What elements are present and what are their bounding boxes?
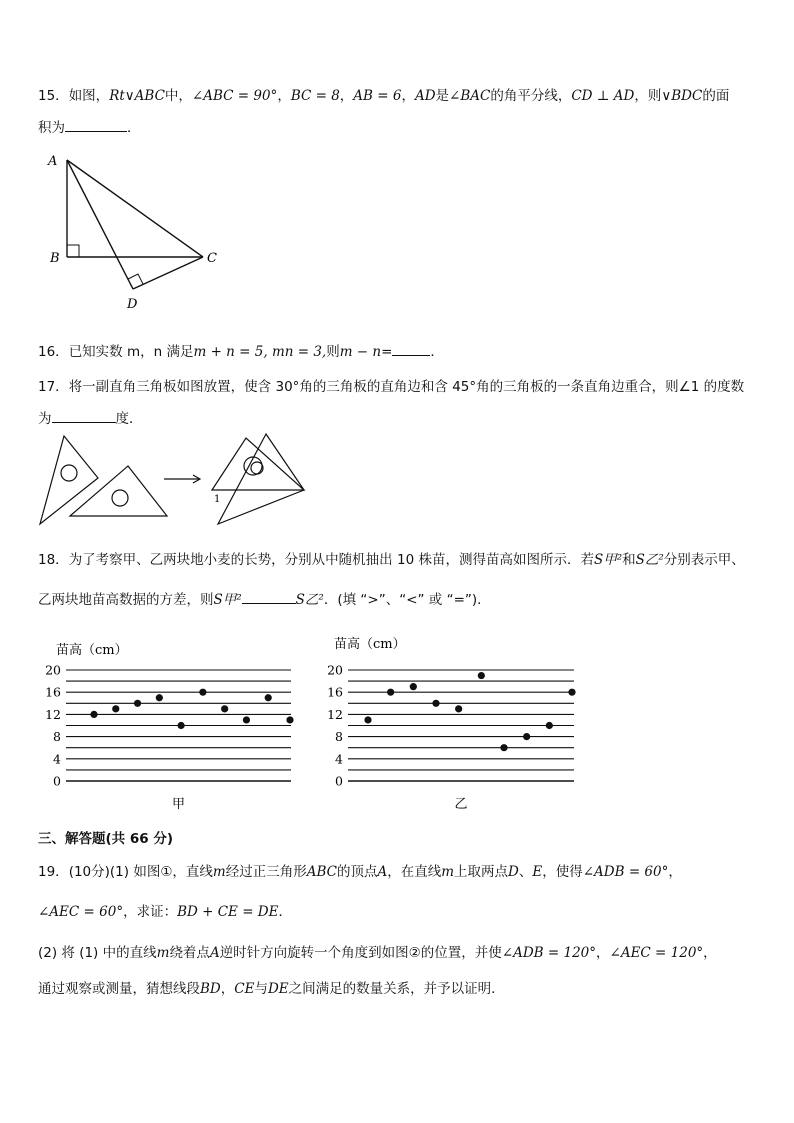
q15-angle: ∠BAC xyxy=(449,88,491,104)
variance-yi: S乙² xyxy=(295,592,324,608)
q18-text: ．(填 “>”、“<” 或 “=”)． xyxy=(323,592,491,608)
q19-text: 与 xyxy=(254,981,268,997)
label-c: C xyxy=(207,251,217,266)
q19-text: 之间满足的数量关系，并予以证明． xyxy=(288,981,505,997)
q15-perp: CD ⊥ AD xyxy=(571,88,635,104)
variance-jia: S甲² xyxy=(213,592,242,608)
q15-number: 15． xyxy=(38,88,69,104)
q19-point: A xyxy=(377,864,388,880)
q19-line-3 xyxy=(38,941,717,961)
variance-yi: S乙² xyxy=(635,552,664,568)
right-angle-b xyxy=(67,245,79,257)
q15-text: ，则 xyxy=(634,88,662,104)
section-title: 三、解答题(共 66 分) xyxy=(38,831,174,847)
chart-yi-point xyxy=(478,672,485,679)
set-square-30 xyxy=(40,436,98,524)
q15-text: 的角平分线， xyxy=(490,88,572,104)
q17-figure xyxy=(36,430,316,530)
q19-point: E xyxy=(532,864,543,880)
q19-text: ， xyxy=(703,945,717,961)
q15-line-1 xyxy=(38,84,729,104)
set-square-45 xyxy=(70,466,167,516)
q18-line-1 xyxy=(38,548,745,568)
q15-sep: ， xyxy=(339,88,354,104)
q15-condition: BC = 8 xyxy=(290,88,340,104)
q18-line-2 xyxy=(38,588,491,608)
chart-yi-point xyxy=(364,716,371,723)
q18-text: 分别表示甲、 xyxy=(663,552,745,568)
chart-jia-point xyxy=(178,722,185,729)
chart-yi-ytick-label: 12 xyxy=(327,706,343,722)
segment-dc xyxy=(133,257,203,289)
chart-yi-ytick-label: 16 xyxy=(327,684,343,700)
chart-jia-ytick-label: 4 xyxy=(53,751,61,767)
label-b: B xyxy=(50,251,60,266)
chart-yi-xlabel: 乙 xyxy=(454,797,468,812)
q17-text: 度． xyxy=(115,411,143,427)
chart-jia-point xyxy=(156,694,163,701)
chart-yi-point xyxy=(410,683,417,690)
chart-yi-point xyxy=(432,700,439,707)
q17-text: 将一副直角三角板如图放置，使含 30°角的三角板的直角边和含 45°角的三角板的一条直角边重合，则∠1 的度数 xyxy=(68,379,745,395)
segment-ac xyxy=(67,160,203,257)
chart-jia-title: 苗高（cm） xyxy=(56,643,128,658)
chart-yi-ytick-label: 8 xyxy=(335,729,343,745)
q19-point: A xyxy=(209,945,220,961)
segment-ad xyxy=(67,160,133,289)
answer-blank[interactable] xyxy=(65,119,127,132)
q15-line-2 xyxy=(38,116,141,136)
chart-jia-ytick-label: 0 xyxy=(53,773,61,789)
q19-text: ． xyxy=(278,904,292,920)
q19-triangle: ABC xyxy=(306,864,337,880)
chart-yi-point xyxy=(387,689,394,696)
q19-text: ，使得 xyxy=(542,864,583,880)
q19-text: 上取两点 xyxy=(454,864,509,880)
q15-text: ． xyxy=(127,120,141,136)
chart-jia-point xyxy=(134,700,141,707)
chart-yi-point xyxy=(455,705,462,712)
chart-jia-ytick-label: 12 xyxy=(45,706,61,722)
chart-yi-point xyxy=(523,733,530,740)
q18-text: 和 xyxy=(622,552,636,568)
q15-text: 的面 xyxy=(702,88,730,104)
q15-condition: AB = 6 xyxy=(353,88,402,104)
q19-angle: ∠ADB = 120° xyxy=(501,945,597,961)
q18-text: 为了考察甲、乙两块地小麦的长势，分别从中随机抽出 10 株苗，测得苗高如图所示．若 xyxy=(68,552,594,568)
chart-yi xyxy=(310,630,590,821)
q19-segment: BD xyxy=(200,981,221,997)
chart-yi-point xyxy=(546,722,553,729)
q15-text: 中， xyxy=(164,88,192,104)
q19-line-m: m xyxy=(441,864,455,880)
q17-line-1 xyxy=(38,375,744,395)
q17-number: 17． xyxy=(38,379,69,395)
q19-line-4 xyxy=(38,977,505,997)
q16-text: 已知实数 m，n 满足 xyxy=(68,344,194,360)
q19-equation: BD + CE = DE xyxy=(177,904,279,920)
q19-text: ， xyxy=(668,864,682,880)
q15-segment: AD xyxy=(414,88,436,104)
q18-number: 18． xyxy=(38,552,69,568)
chart-jia-point xyxy=(265,694,272,701)
chart-yi-point xyxy=(500,744,507,751)
q19-text: ，在直线 xyxy=(387,864,442,880)
chart-yi-point xyxy=(568,689,575,696)
q16-line xyxy=(38,340,444,360)
set-square-hole xyxy=(112,490,128,506)
q19-text: 通过观察或测量，猜想线段 xyxy=(38,981,200,997)
q15-triangle: Rt∨ABC xyxy=(109,88,165,104)
q15-sep: ， xyxy=(401,88,415,104)
chart-jia xyxy=(36,636,306,821)
chart-jia-ytick-label: 8 xyxy=(53,729,61,745)
chart-jia-point xyxy=(221,705,228,712)
label-a: A xyxy=(48,154,58,169)
set-square-45-placed xyxy=(212,438,304,490)
q19-line-2 xyxy=(38,900,292,920)
chart-yi-ytick-label: 20 xyxy=(327,662,343,678)
answer-blank[interactable] xyxy=(392,343,430,356)
chart-yi-title: 苗高（cm） xyxy=(334,637,406,652)
q19-text: 绕着点 xyxy=(169,945,210,961)
q17-text: 为 xyxy=(38,411,52,427)
q15-target: ∨BDC xyxy=(661,88,703,104)
chart-jia-point xyxy=(199,689,206,696)
q16-text: 则 xyxy=(326,344,340,360)
q17-line-2 xyxy=(38,407,143,427)
q19-segment: CE xyxy=(234,981,255,997)
q19-point: D xyxy=(508,864,519,880)
q16-number: 16． xyxy=(38,344,69,360)
q19-line-1 xyxy=(38,860,682,880)
q16-equation: m + n = 5, mn = 3, xyxy=(193,344,327,360)
angle-1-label: 1 xyxy=(214,494,221,505)
q19-segment: DE xyxy=(267,981,289,997)
q19-angle: ∠AEC = 60° xyxy=(38,904,124,920)
q15-text: 积为 xyxy=(38,120,65,136)
q19-text: ， xyxy=(596,945,610,961)
q19-angle: ∠ADB = 60° xyxy=(582,864,669,880)
q19-line-m: m xyxy=(156,945,170,961)
q16-text: = xyxy=(381,344,393,360)
chart-jia-ytick-label: 16 xyxy=(45,684,61,700)
label-d: D xyxy=(127,297,138,312)
q19-text: (10分)(1) 如图①，直线 xyxy=(68,864,213,880)
q19-number: 19． xyxy=(38,864,69,880)
chart-jia-point xyxy=(243,716,250,723)
chart-jia-point xyxy=(112,705,119,712)
variance-jia: S甲² xyxy=(593,552,623,568)
q19-text: ， xyxy=(220,981,235,997)
q15-condition: ∠ABC = 90° xyxy=(191,88,278,104)
chart-jia-point xyxy=(90,711,97,718)
answer-blank[interactable] xyxy=(52,410,116,423)
q19-text: 的顶点 xyxy=(336,864,378,880)
chart-jia-point xyxy=(286,716,293,723)
chart-yi-ytick-label: 4 xyxy=(335,751,343,767)
chart-jia-ytick-label: 20 xyxy=(45,662,61,678)
chart-jia-xlabel: 甲 xyxy=(171,797,186,812)
q16-expression: m − n xyxy=(339,344,382,360)
q19-text: 经过正三角形 xyxy=(225,864,307,880)
q19-text: (2) 将 (1) 中的直线 xyxy=(38,945,157,961)
q15-text: 是 xyxy=(435,88,450,104)
answer-blank[interactable] xyxy=(242,591,296,604)
q15-text: 如图， xyxy=(68,88,110,104)
q15-sep: ， xyxy=(277,88,291,104)
q16-text: ． xyxy=(430,344,444,360)
q19-text: ，求证： xyxy=(123,904,178,920)
q19-angle: ∠AEC = 120° xyxy=(609,945,704,961)
q19-text: 、 xyxy=(518,864,533,880)
set-square-hole xyxy=(61,465,77,481)
q15-figure xyxy=(40,150,240,315)
q19-line-m: m xyxy=(212,864,226,880)
chart-yi-ytick-label: 0 xyxy=(335,773,343,789)
q19-text: 逆时针方向旋转一个角度到如图②的位置，并使 xyxy=(219,945,502,961)
q18-text: 乙两块地苗高数据的方差，则 xyxy=(38,592,214,608)
